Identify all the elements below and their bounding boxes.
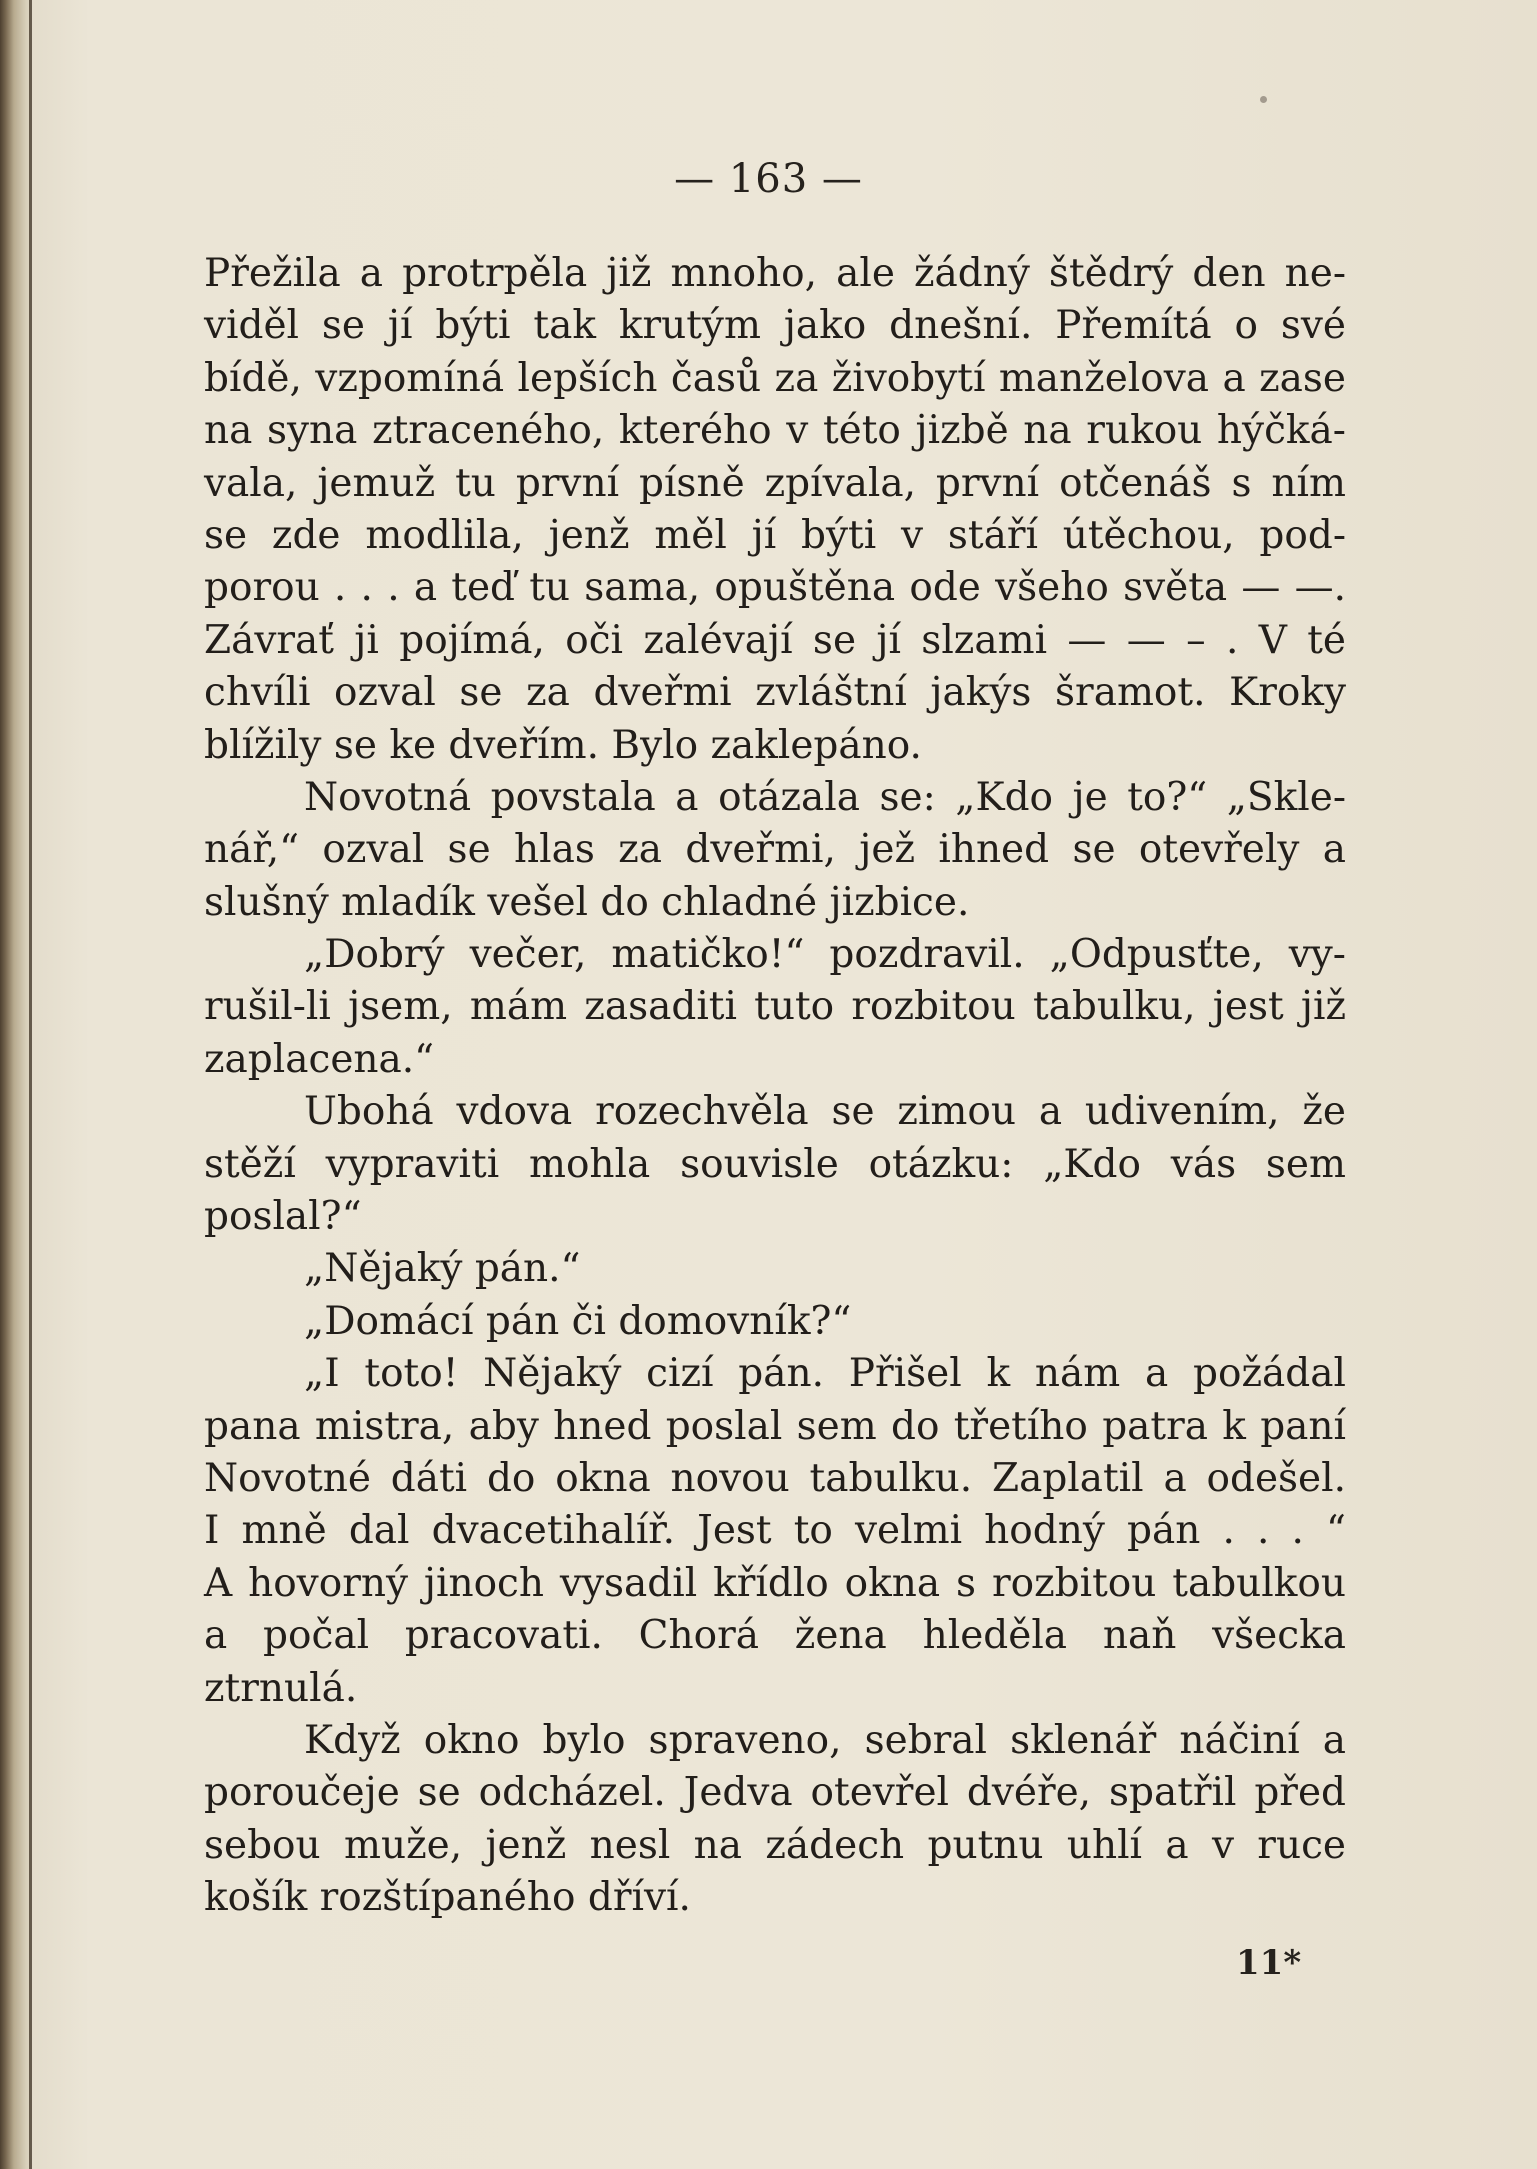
text-line: chvíli ozval se za dveřmi zvláštní jakýs šramot. Kroky xyxy=(204,670,1346,716)
text-line: viděl se jí býti tak krutým jako dnešní. Přemítá o své xyxy=(204,303,1346,349)
text-line: I mně dal dvacetihalíř. Jest to velmi hodný pán . . . “ xyxy=(204,1508,1346,1554)
text-line: stěží vypraviti mohla souvisle otázku: „Kdo vás sem xyxy=(204,1141,1346,1187)
text-line: poroučeje se odcházel. Jedva otevřel dvéře, spatřil před xyxy=(204,1770,1346,1816)
text-line: porou . . . a teď tu sama, opuštěna ode všeho světa — —. xyxy=(204,565,1346,611)
text-line: se zde modlila, jenž měl jí býti v stáří útěchou, pod- xyxy=(204,512,1346,558)
text-line: blížily se ke dveřím. Bylo zaklepáno. xyxy=(204,722,922,768)
binding-edge xyxy=(29,0,32,2169)
paper-speck xyxy=(1260,96,1267,103)
text-line: pana mistra, aby hned poslal sem do třetího patra k paní xyxy=(204,1403,1346,1449)
text-line: A hovorný jinoch vysadil křídlo okna s rozbitou tabulkou xyxy=(204,1560,1346,1606)
text-line: „Domácí pán či domovník?“ xyxy=(304,1298,852,1344)
text-line: Přežila a protrpěla již mnoho, ale žádný štědrý den ne- xyxy=(204,251,1346,296)
text-line: a počal pracovati. Chorá žena hleděla naň všecka xyxy=(204,1613,1346,1659)
text-line: vala, jemuž tu první písně zpívala, první otčenáš s ním xyxy=(204,460,1346,506)
text-line: rušil-li jsem, mám zasaditi tuto rozbitou tabulku, jest již xyxy=(204,984,1346,1030)
text-line: Novotná povstala a otázala se: „Kdo je to?“ „Skle- xyxy=(304,774,1346,820)
text-line: „Nějaký pán.“ xyxy=(304,1246,581,1292)
text-line: poslal?“ xyxy=(204,1194,362,1240)
body-text xyxy=(204,248,1346,1925)
text-line: Novotné dáti do okna novou tabulku. Zaplatil a odešel. xyxy=(204,1455,1346,1501)
text-line: „Dobrý večer, matičko!“ pozdravil. „Odpusťte, vy- xyxy=(304,932,1346,978)
text-line: košík rozštípaného dříví. xyxy=(204,1875,691,1921)
book-spine-shadow xyxy=(0,0,32,2169)
text-line: „I toto! Nějaký cizí pán. Přišel k nám a požádal xyxy=(304,1351,1346,1397)
text-line: ztrnulá. xyxy=(204,1665,358,1711)
text-line: sebou muže, jenž nesl na zádech putnu uhlí a v ruce xyxy=(204,1822,1346,1868)
text-line: bídě, vzpomíná lepších časů za živobytí manželova a zase xyxy=(204,355,1346,401)
text-line: zaplacena.“ xyxy=(204,1036,435,1082)
text-line: Když okno bylo spraveno, sebral sklenář náčiní a xyxy=(304,1717,1346,1763)
text-line: Ubohá vdova rozechvěla se zimou a udivením, že xyxy=(304,1089,1346,1135)
page-number: — 163 — xyxy=(674,156,863,202)
text-line: Závrať ji pojímá, oči zalévají se jí slzami — — – . V té xyxy=(204,617,1346,663)
signature-mark: 11* xyxy=(1236,1943,1302,1983)
text-line: na syna ztraceného, kterého v této jizbě na rukou hýčká- xyxy=(204,408,1346,454)
text-line: slušný mladík vešel do chladné jizbice. xyxy=(204,879,970,925)
text-line: nář,“ ozval se hlas za dveřmi, jež ihned se otevřely a xyxy=(204,827,1346,873)
